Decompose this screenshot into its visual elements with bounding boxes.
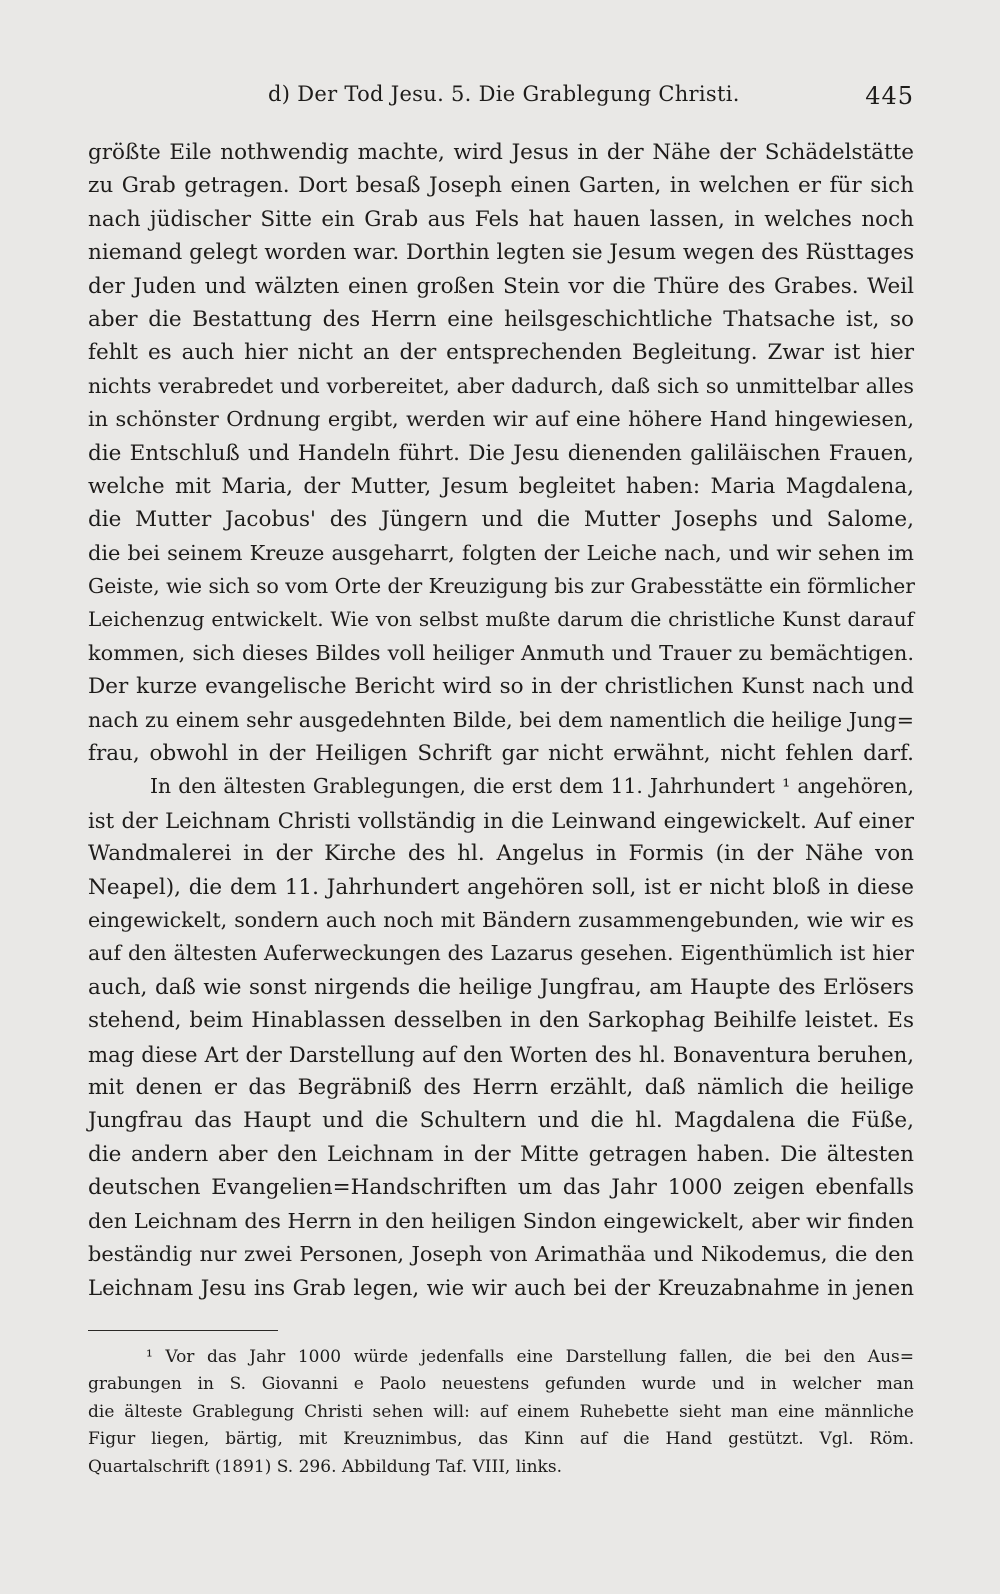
text-line: die andern aber den Leichnam in der Mitte getragen haben. Die ältesten [88, 1141, 914, 1167]
text-line: fehlt es auch hier nicht an der entsprechenden Begleitung. Zwar ist hier [88, 340, 914, 366]
text-line: eingewickelt, sondern auch noch mit Bändern zusammengebunden, wie wir es [88, 907, 914, 932]
text-line: auf den ältesten Auferweckungen des Lazarus gesehen. Eigenthümlich ist hier [88, 941, 914, 966]
text-line: Neapel), die dem 11. Jahrhundert angehören soll, ist er nicht bloß in diese [88, 874, 914, 900]
text-line: welche mit Maria, der Mutter, Jesum begleitet haben: Maria Magdalena, [88, 473, 914, 499]
text-line: den Leichnam des Herrn in den heiligen Sindon eingewickelt, aber wir finden [88, 1208, 914, 1233]
text-line: Geiste, wie sich so vom Orte der Kreuzigung bis zur Grabesstätte ein förmlicher [88, 574, 916, 599]
text-line: auch, daß wie sonst nirgends die heilige Jungfrau, am Haupte des Erlösers [88, 974, 914, 1000]
text-line: mit denen er das Begräbniß des Herrn erzählt, daß nämlich die heilige [88, 1074, 914, 1100]
text-line: in schönster Ordnung ergibt, werden wir auf eine höhere Hand hingewiesen, [88, 407, 914, 432]
text-line: der Juden und wälzten einen großen Stein vor die Thüre des Grabes. Weil [88, 273, 914, 299]
page-number: 445 [865, 82, 914, 110]
text-line: niemand gelegt worden war. Dorthin legten sie Jesum wegen des Rüsttages [88, 240, 915, 266]
page-header [88, 82, 914, 116]
footnote-line: Quartalschrift (1891) S. 296. Abbildung Taf. VIII, links. [88, 1456, 562, 1477]
main-text [88, 136, 914, 1305]
text-line: Jungfrau das Haupt und die Schultern und die hl. Magdalena die Füße, [88, 1108, 914, 1134]
text-line: nach zu einem sehr ausgedehnten Bilde, bei dem namentlich die heilige Jung= [88, 707, 914, 732]
text-line: die bei seinem Kreuze ausgeharrt, folgten der Leiche nach, und wir sehen im [88, 540, 914, 565]
footnote-line: ¹ Vor das Jahr 1000 würde jedenfalls eine Darstellung fallen, die bei den Aus= [146, 1347, 914, 1367]
footnotes [88, 1344, 914, 1481]
text-line: frau, obwohl in der Heiligen Schrift gar nicht erwähnt, nicht fehlen darf. [88, 741, 914, 767]
text-line: aber die Bestattung des Herrn eine heilsgeschichtliche Thatsache ist, so [88, 306, 914, 332]
text-line: mag diese Art der Darstellung auf den Worten des hl. Bonaventura beruhen, [88, 1041, 914, 1067]
footnote-line: Figur liegen, bärtig, mit Kreuznimbus, das Kinn auf die Hand gestützt. Vgl. Röm. [88, 1429, 914, 1450]
text-line: Leichenzug entwickelt. Wie von selbst mußte darum die christliche Kunst darauf [88, 607, 914, 632]
text-line: größte Eile nothwendig machte, wird Jesus in der Nähe der Schädelstätte [88, 140, 914, 165]
text-line: deutschen Evangelien=Handschriften um das Jahr 1000 zeigen ebenfalls [88, 1175, 914, 1201]
text-line: zu Grab getragen. Dort besaß Joseph einen Garten, in welchen er für sich [88, 173, 914, 199]
footnote-divider [88, 1330, 278, 1331]
text-line: Leichnam Jesu ins Grab legen, wie wir auch bei der Kreuzabnahme in jenen [88, 1275, 914, 1301]
text-line: Wandmalerei in der Kirche des hl. Angelus in Formis (in der Nähe von [88, 841, 914, 867]
text-line: die Mutter Jacobus' des Jüngern und die Mutter Josephs und Salome, [88, 507, 914, 533]
footnote-line: grabungen in S. Giovanni e Paolo neuestens gefunden wurde und in welcher man [88, 1374, 914, 1395]
running-title: d) Der Tod Jesu. 5. Die Grablegung Christi. [268, 82, 740, 106]
text-line: nichts verabredet und vorbereitet, aber dadurch, daß sich so unmittelbar alles [88, 373, 914, 398]
text-line: nach jüdischer Sitte ein Grab aus Fels hat hauen lassen, in welches noch [88, 206, 914, 232]
text-line: Der kurze evangelische Bericht wird so in der christlichen Kunst nach und [88, 674, 914, 700]
text-line: ist der Leichnam Christi vollständig in die Leinwand eingewickelt. Auf einer [88, 807, 914, 833]
footnote-line: die älteste Grablegung Christi sehen will: auf einem Ruhebette sieht man eine männliche [88, 1401, 914, 1422]
paragraph-start-line: In den ältesten Grablegungen, die erst dem 11. Jahrhundert ¹ angehören, [150, 774, 914, 799]
text-line: die Entschluß und Handeln führt. Die Jesu dienenden galiläischen Frauen, [88, 440, 914, 466]
text-line: stehend, beim Hinablassen desselben in den Sarkophag Beihilfe leistet. Es [88, 1008, 914, 1034]
text-line: beständig nur zwei Personen, Joseph von Arimathäa und Nikodemus, die den [88, 1241, 914, 1266]
text-line: kommen, sich dieses Bildes voll heiliger Anmuth und Trauer zu bemächtigen. [88, 640, 914, 665]
